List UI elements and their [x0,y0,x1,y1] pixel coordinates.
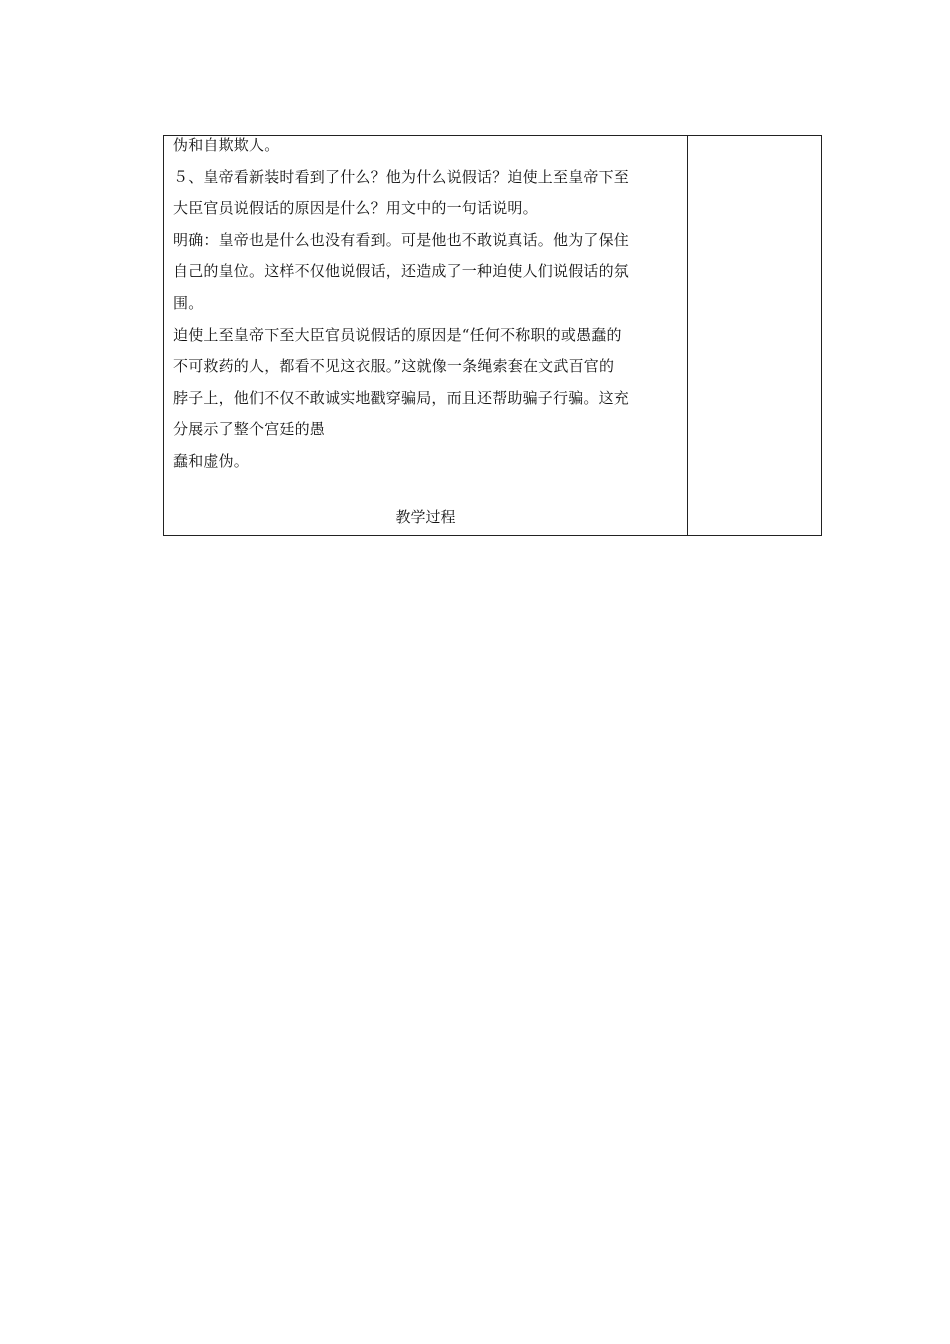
text-line: ５、皇帝看新装时看到了什么？他为什么说假话？迫使上至皇帝下至 [173,167,630,186]
text-line: 蠢和虚伪。 [173,451,250,470]
lesson-table [163,135,822,536]
text-line: 明确：皇帝也是什么也没有看到。可是他也不敢说真话。他为了保住 [173,230,630,249]
text-line: 迫使上至皇帝下至大臣官员说假话的原因是“任何不称职的或愚蠢的 [173,325,622,344]
teaching-process-label: 教学过程 [395,508,456,526]
text-line: 不可救药的人，都看不见这衣服。”这就像一条绳索套在文武百官的 [173,357,615,376]
notes-cell [688,136,821,535]
text-line: 分展示了整个宫廷的愚 [173,420,326,439]
text-line: 自己的皇位。这样不仅他说假话，还造成了一种迫使人们说假话的氛 [173,262,630,281]
text-line: 伪和自欺欺人。 [173,136,280,154]
text-line: 大臣官员说假话的原因是什么？用文中的一句话说明。 [173,199,538,218]
text-line: 脖子上，他们不仅不敢诚实地戳穿骗局，而且还帮助骗子行骗。这充 [173,388,630,407]
lesson-content-cell [164,136,688,535]
text-line: 围。 [173,293,204,312]
